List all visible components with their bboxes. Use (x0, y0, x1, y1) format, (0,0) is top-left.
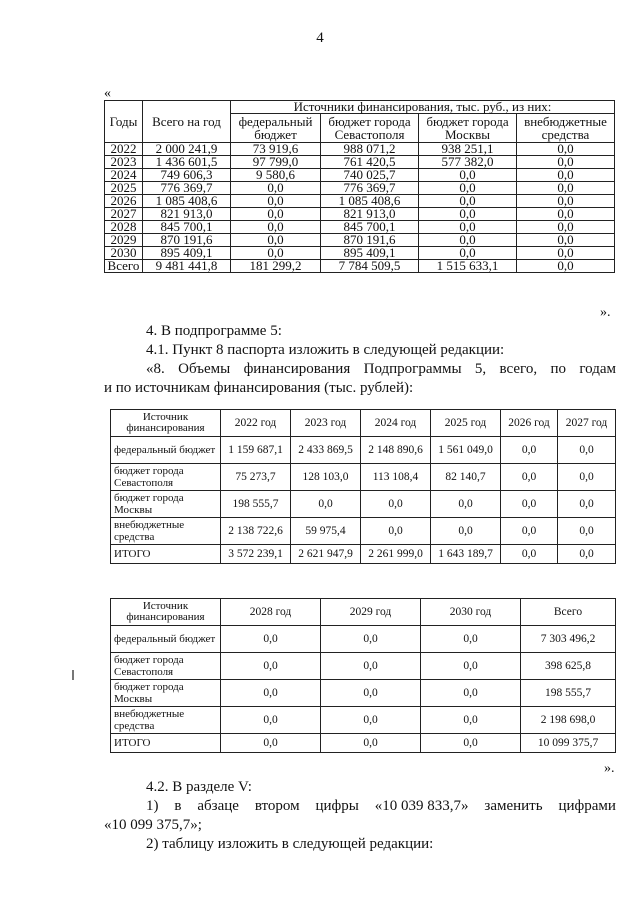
value-cell: 2 433 869,5 (291, 437, 361, 464)
paragraph-4-2: 4.2. В разделе V: (146, 779, 252, 795)
value-cell: 9 481 441,8 (143, 260, 231, 273)
col-header-total: Всего на год (143, 101, 231, 143)
row-label-cell: 2030 (105, 247, 143, 260)
col-header-total: Всего (521, 599, 616, 626)
page-number: 4 (316, 30, 324, 46)
table-row (111, 491, 616, 518)
table1-closing-quote: ». (600, 305, 611, 320)
value-cell: 0,0 (517, 260, 615, 273)
table-row (111, 464, 616, 491)
financing-by-year-table (104, 100, 615, 273)
paragraph-4: 4. В подпрограмме 5: (146, 323, 282, 339)
value-cell: 0,0 (558, 464, 616, 491)
table-row (111, 734, 616, 753)
word: втором (254, 798, 300, 814)
value-cell: 0,0 (321, 680, 421, 707)
word: заменить (484, 798, 543, 814)
value-cell: 0,0 (421, 653, 521, 680)
value-cell: 1 085 408,6 (143, 195, 231, 208)
value-cell: 870 191,6 (143, 234, 231, 247)
value-cell: 0,0 (291, 491, 361, 518)
row-label-cell: 2022 (105, 143, 143, 156)
value-cell: 0,0 (517, 247, 615, 260)
value-cell: 0,0 (419, 247, 517, 260)
value-cell: 988 071,2 (321, 143, 419, 156)
value-cell: 75 273,7 (221, 464, 291, 491)
value-cell: 0,0 (501, 437, 558, 464)
value-cell: 59 975,4 (291, 518, 361, 545)
value-cell: 398 625,8 (521, 653, 616, 680)
word: в (174, 798, 182, 814)
value-cell: 0,0 (221, 734, 321, 753)
subprogram5-financing-2022-2027-table (110, 409, 616, 564)
col-header-2024: 2024 год (361, 410, 431, 437)
table-row (111, 437, 616, 464)
col-header-federal: федеральный бюджет (231, 114, 321, 143)
value-cell: 3 572 239,1 (221, 545, 291, 564)
opening-quote: « (104, 86, 111, 101)
value-cell: 1 515 633,1 (419, 260, 517, 273)
col-header-2026: 2026 год (501, 410, 558, 437)
value-cell: 0,0 (221, 653, 321, 680)
value-cell: 0,0 (517, 156, 615, 169)
col-header-2027: 2027 год (558, 410, 616, 437)
value-cell: 0,0 (517, 221, 615, 234)
value-cell: 0,0 (431, 518, 501, 545)
value-cell: 895 409,1 (143, 247, 231, 260)
value-cell: 113 108,4 (361, 464, 431, 491)
value-cell: 0,0 (558, 491, 616, 518)
value-cell: 0,0 (421, 707, 521, 734)
value-cell: 10 099 375,7 (521, 734, 616, 753)
value-cell: 198 555,7 (521, 680, 616, 707)
col-header-2029: 2029 год (321, 599, 421, 626)
value-cell: 776 369,7 (321, 182, 419, 195)
value-cell: 938 251,1 (419, 143, 517, 156)
subprogram5-financing-2028-2030-table (110, 598, 616, 753)
table3-closing-quote: ». (604, 761, 615, 776)
value-cell: 198 555,7 (221, 491, 291, 518)
row-label-cell: федеральный бюджет (111, 626, 221, 653)
value-cell: 845 700,1 (143, 221, 231, 234)
value-cell: 749 606,3 (143, 169, 231, 182)
col-header-2030: 2030 год (421, 599, 521, 626)
value-cell: 2 000 241,9 (143, 143, 231, 156)
value-cell: 0,0 (558, 437, 616, 464)
row-label-cell: бюджет города Москвы (111, 680, 221, 707)
table-row (111, 545, 616, 564)
value-cell: 0,0 (321, 707, 421, 734)
paragraph-4-2-item1-line2: «10 099 375,7»; (104, 817, 202, 833)
value-cell: 7 303 496,2 (521, 626, 616, 653)
value-cell: 0,0 (361, 491, 431, 518)
value-cell: 0,0 (501, 518, 558, 545)
col-header-moscow: бюджет города Москвы (419, 114, 517, 143)
row-label-cell: федеральный бюджет (111, 437, 221, 464)
value-cell: 0,0 (419, 169, 517, 182)
paragraph-4-2-item2: 2) таблицу изложить в следующей редакции: (146, 836, 434, 852)
row-label-cell: внебюджетные средства (111, 707, 221, 734)
col-header-2025: 2025 год (431, 410, 501, 437)
value-cell: 0,0 (517, 143, 615, 156)
value-cell: 0,0 (517, 195, 615, 208)
value-cell: 870 191,6 (321, 234, 419, 247)
table-row (105, 260, 615, 273)
value-cell: 0,0 (221, 707, 321, 734)
row-label-cell: 2023 (105, 156, 143, 169)
col-header-2022: 2022 год (221, 410, 291, 437)
value-cell: 2 261 999,0 (361, 545, 431, 564)
value-cell: 0,0 (419, 182, 517, 195)
value-cell: 0,0 (321, 734, 421, 753)
word: цифры (315, 798, 359, 814)
value-cell: 0,0 (421, 734, 521, 753)
value-cell: 0,0 (419, 195, 517, 208)
row-label-cell: ИТОГО (111, 734, 221, 753)
value-cell: 776 369,7 (143, 182, 231, 195)
value-cell: 1 085 408,6 (321, 195, 419, 208)
value-cell: 0,0 (231, 208, 321, 221)
value-cell: 0,0 (419, 221, 517, 234)
value-cell: 0,0 (419, 208, 517, 221)
col-header-sevastopol: бюджет города Севастополя (321, 114, 419, 143)
word: 1) (146, 798, 159, 814)
value-cell: 1 561 049,0 (431, 437, 501, 464)
row-label-cell: бюджет города Севастополя (111, 653, 221, 680)
value-cell: 73 919,6 (231, 143, 321, 156)
value-cell: 0,0 (221, 680, 321, 707)
value-cell: 2 148 890,6 (361, 437, 431, 464)
table-row (111, 518, 616, 545)
value-cell: 0,0 (501, 491, 558, 518)
value-cell: 0,0 (431, 491, 501, 518)
value-cell: 2 138 722,6 (221, 518, 291, 545)
value-cell: 845 700,1 (321, 221, 419, 234)
col-header-years: Годы (105, 101, 143, 143)
value-cell: 2 198 698,0 (521, 707, 616, 734)
row-label-cell: Всего (105, 260, 143, 273)
value-cell: 0,0 (231, 234, 321, 247)
value-cell: 0,0 (517, 208, 615, 221)
row-label-cell: 2027 (105, 208, 143, 221)
value-cell: 821 913,0 (321, 208, 419, 221)
row-label-cell: 2025 (105, 182, 143, 195)
value-cell: 1 159 687,1 (221, 437, 291, 464)
value-cell: 0,0 (517, 169, 615, 182)
col-header-extrabudgetary: внебюджетные средства (517, 114, 615, 143)
col-header-source: Источник финансирования (111, 599, 221, 626)
value-cell: 0,0 (231, 195, 321, 208)
value-cell: 821 913,0 (143, 208, 231, 221)
paragraph-8-line2: и по источникам финансирования (тыс. рублей): (104, 380, 414, 396)
value-cell: 0,0 (517, 182, 615, 195)
value-cell: 761 420,5 (321, 156, 419, 169)
row-label-cell: ИТОГО (111, 545, 221, 564)
paragraph-4-2-item1-line1 (146, 797, 616, 816)
row-label-cell: внебюджетные средства (111, 518, 221, 545)
col-header-sources: Источники финансирования, тыс. руб., из них: (231, 101, 615, 114)
row-label-cell: 2024 (105, 169, 143, 182)
value-cell: 128 103,0 (291, 464, 361, 491)
col-header-2023: 2023 год (291, 410, 361, 437)
value-cell: 0,0 (321, 653, 421, 680)
row-label-cell: бюджет города Москвы (111, 491, 221, 518)
col-header-2028: 2028 год (221, 599, 321, 626)
table-row (111, 707, 616, 734)
value-cell: 181 299,2 (231, 260, 321, 273)
value-cell: 0,0 (501, 464, 558, 491)
value-cell: 0,0 (421, 626, 521, 653)
paragraph-4-1: 4.1. Пункт 8 паспорта изложить в следующей редакции: (146, 342, 505, 358)
scan-artifact (72, 670, 74, 680)
value-cell: 1 643 189,7 (431, 545, 501, 564)
value-cell: 0,0 (361, 518, 431, 545)
value-cell: 2 621 947,9 (291, 545, 361, 564)
value-cell: 0,0 (517, 234, 615, 247)
word: абзаце (197, 798, 239, 814)
value-cell: 0,0 (421, 680, 521, 707)
value-cell: 740 025,7 (321, 169, 419, 182)
value-cell: 0,0 (501, 545, 558, 564)
value-cell: 7 784 509,5 (321, 260, 419, 273)
row-label-cell: бюджет города Севастополя (111, 464, 221, 491)
value-cell: 0,0 (419, 234, 517, 247)
table-row (111, 626, 616, 653)
value-cell: 0,0 (558, 518, 616, 545)
col-header-source: Источник финансирования (111, 410, 221, 437)
row-label-cell: 2029 (105, 234, 143, 247)
value-cell: 0,0 (231, 221, 321, 234)
value-cell: 0,0 (321, 626, 421, 653)
value-cell: 9 580,6 (231, 169, 321, 182)
row-label-cell: 2028 (105, 221, 143, 234)
paragraph-8-line1: «8. Объемы финансирования Подпрограммы 5, всего, по годам (146, 361, 616, 377)
value-cell: 895 409,1 (321, 247, 419, 260)
value-cell: 0,0 (231, 247, 321, 260)
table-row (111, 653, 616, 680)
value-cell: 577 382,0 (419, 156, 517, 169)
table-row (111, 680, 616, 707)
row-label-cell: 2026 (105, 195, 143, 208)
value-cell: 0,0 (231, 182, 321, 195)
value-cell: 1 436 601,5 (143, 156, 231, 169)
value-cell: 97 799,0 (231, 156, 321, 169)
word: «10 039 833,7» (374, 798, 469, 814)
value-cell: 0,0 (558, 545, 616, 564)
word: цифрами (558, 798, 616, 814)
value-cell: 82 140,7 (431, 464, 501, 491)
value-cell: 0,0 (221, 626, 321, 653)
